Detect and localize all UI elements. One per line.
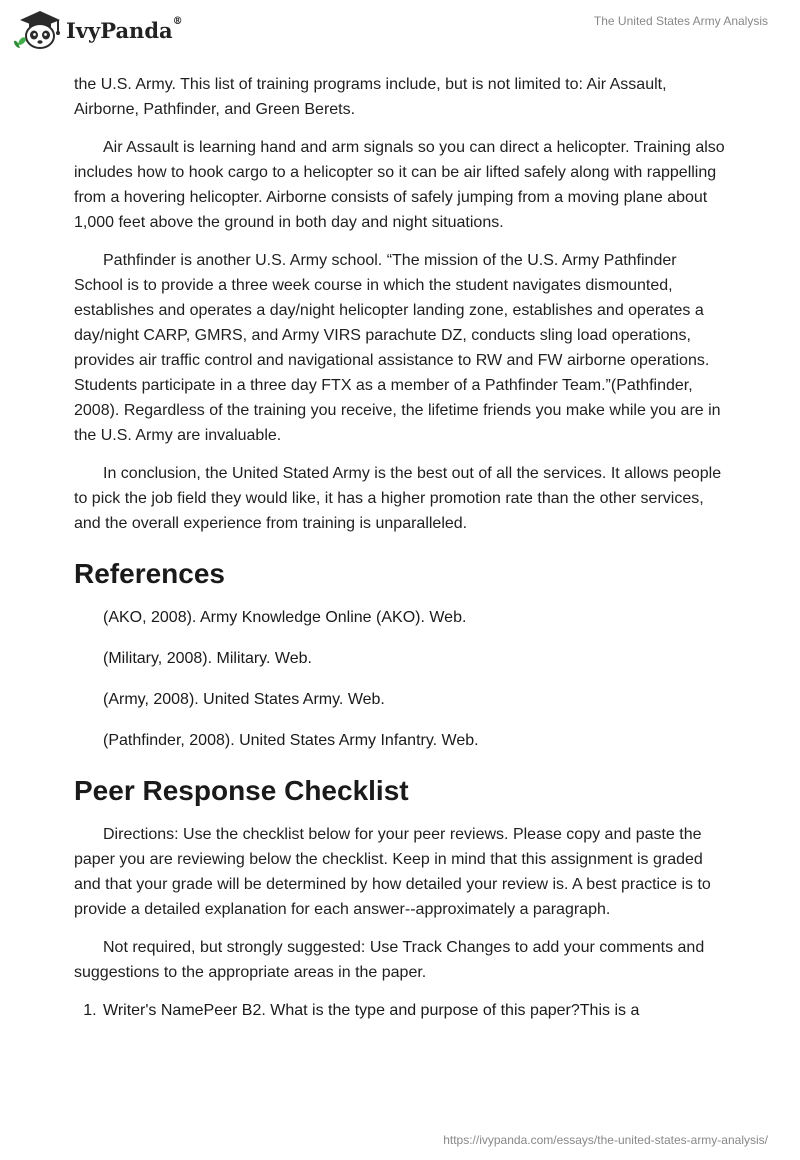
references-heading: References (74, 558, 225, 589)
reference-item: (Pathfinder, 2008). United States Army Infantry. Web. (103, 732, 479, 749)
checklist-heading: Peer Response Checklist (74, 775, 409, 806)
reference-item: (AKO, 2008). Army Knowledge Online (AKO). Web. (103, 609, 467, 626)
checklist-item: 1. Writer's NamePeer B2. What is the type and purpose of this paper?This is a (101, 998, 726, 1023)
page-header (0, 0, 800, 64)
paragraph-conclusion: In conclusion, the United Stated Army is the best out of all the services. It allows people to pick the job field they would like, it has a higher promotion rate than the other services, and the overall experience from training is unparalleled. (74, 465, 722, 532)
checklist-list (74, 998, 726, 1023)
brand-name: IvyPanda® (66, 15, 183, 43)
source-url[interactable]: https://ivypanda.com/essays/the-united-states-army-analysis/ (443, 1133, 768, 1147)
checklist-directions: Directions: Use the checklist below for your peer reviews. Please copy and paste the paper you are reviewing below the checklist. Keep in mind that this assignment is graded and that your grade will be determined by how detailed your review is. A best practice is to provide a detailed explanation for each answer--approximately a paragraph. (74, 826, 711, 918)
checklist-suggestion: Not required, but strongly suggested: Use Track Changes to add your comments and suggestions to the appropriate areas in the paper. (74, 939, 705, 981)
reference-item: (Army, 2008). United States Army. Web. (103, 691, 385, 708)
essay-content (74, 72, 726, 1023)
reference-item: (Military, 2008). Military. Web. (103, 650, 312, 667)
paragraph-pathfinder: Pathfinder is another U.S. Army school. “The mission of the U.S. Army Pathfinder School is to provide a three week course in which the student navigates dismounted, establishes and operates a day/night helicopter landing zone, establishes and operates a day/night CARP, GMRS, and Army VIRS parachute DZ, conducts sling load operations, provides air traffic control and navigational assistance to RW and FW airborne operations. Students participate in a three day FTX as a member of a Pathfinder Team.”(Pathfinder, 2008). Regardless of the training you receive, the lifetime friends you make while you are in the U.S. Army are invaluable. (74, 252, 721, 444)
paragraph-continued: the U.S. Army. This list of training programs include, but is not limited to: Air Assault, Airborne, Pathfinder, and Green Berets. (74, 76, 667, 118)
ivypanda-logo[interactable] (14, 8, 183, 50)
panda-logo-icon (14, 8, 62, 50)
paragraph-air-assault: Air Assault is learning hand and arm signals so you can direct a helicopter. Training also includes how to hook cargo to a helicopter so it can be air lifted safely along with rappelling from a hovering helicopter. Airborne consists of safely jumping from a moving plane about 1,000 feet above the ground in both day and night situations. (74, 139, 725, 231)
document-title: The United States Army Analysis (593, 14, 768, 28)
